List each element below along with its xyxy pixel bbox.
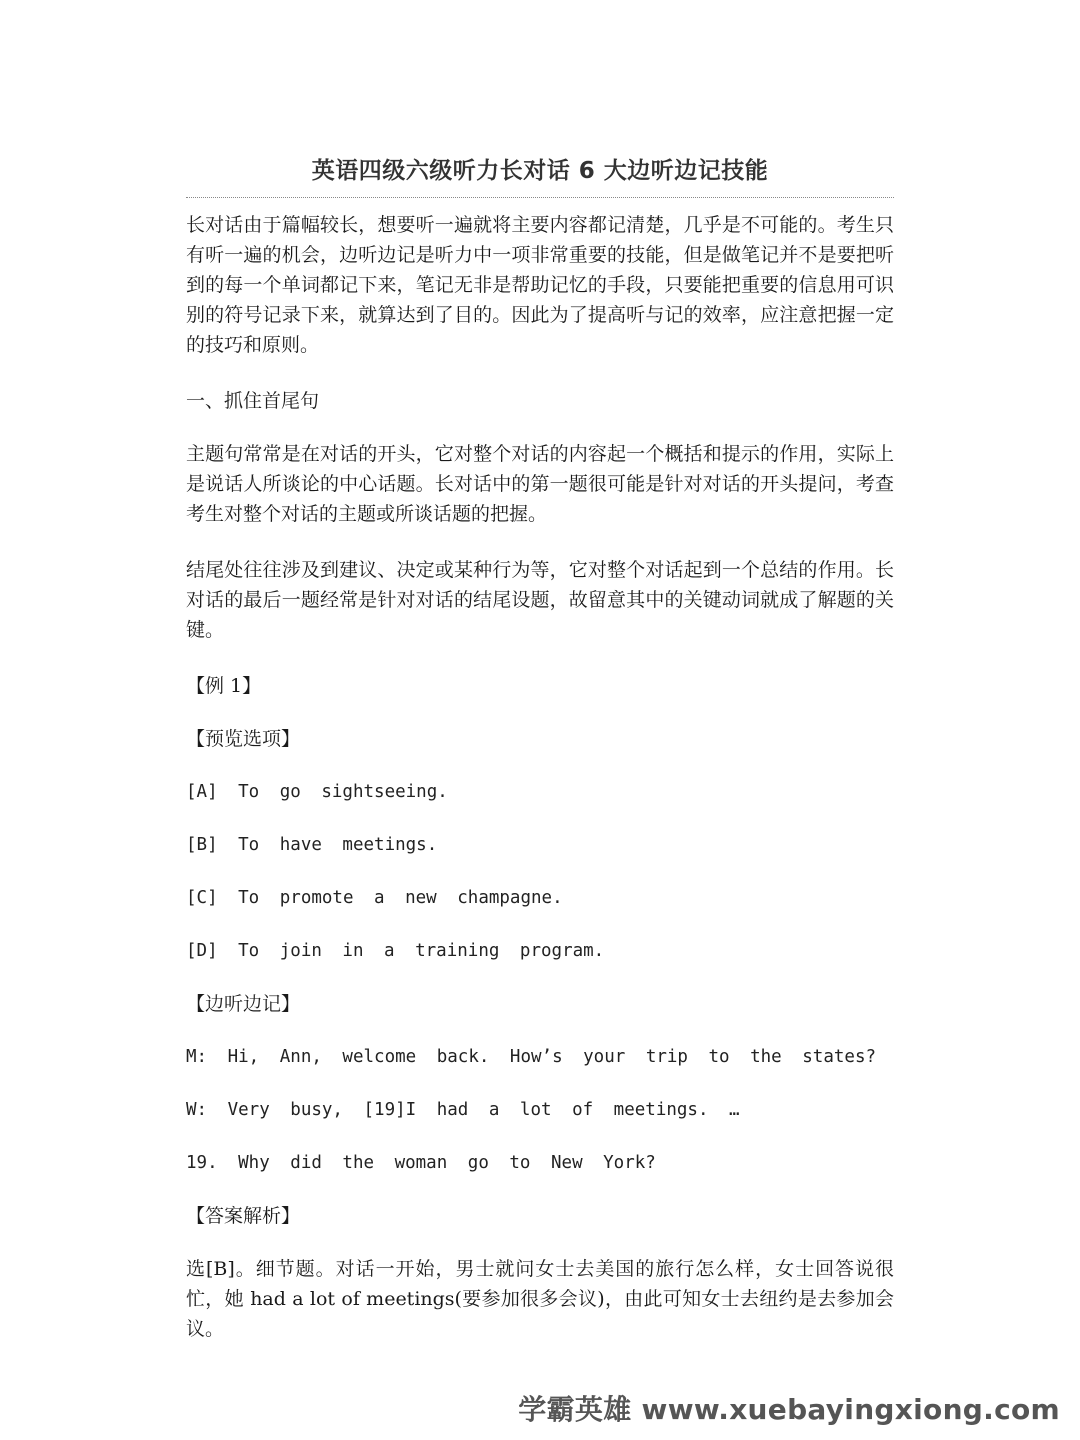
- question-19: 19. Why did the woman go to New York?: [186, 1153, 656, 1173]
- answer-explanation: 选[B]。细节题。对话一开始，男士就问女士去美国的旅行怎么样，女士回答说很忙，她 had a lot of meetings(要参加很多会议)，由此可知女士去纽约是去参加会议。: [186, 1258, 894, 1340]
- option-a: [A] To go sightseeing.: [186, 782, 448, 802]
- section-paragraph-2: 结尾处往往涉及到建议、决定或某种行为等，它对整个对话起到一个总结的作用。长对话的最后一题经常是针对对话的结尾设题，故留意其中的关键动词就成了解题的关键。: [186, 559, 894, 641]
- intro-paragraph: 长对话由于篇幅较长，想要听一遍就将主要内容都记清楚，几乎是不可能的。考生只有听一遍的机会，边听边记是听力中一项非常重要的技能，但是做笔记并不是要把听到的每一个单词都记下来，笔记无非是帮助记忆的手段，只要能把重要的信息用可识别的符号记录下来，就算达到了目的。因此为了提高听与记的效率，应注意把握一定的技巧和原则。: [186, 214, 894, 356]
- document-body: [186, 210, 894, 1370]
- option-c: [C] To promote a new champagne.: [186, 888, 563, 908]
- section-heading: 一、抓住首尾句: [186, 390, 320, 412]
- answer-label: 【答案解析】: [186, 1205, 301, 1227]
- site-watermark: 学霸英雄 www.xuebayingxiong.com: [518, 1393, 1060, 1426]
- dialogue-line-woman: W: Very busy, [19]I had a lot of meetings. …: [186, 1100, 740, 1120]
- section-paragraph-1: 主题句常常是在对话的开头，它对整个对话的内容起一个概括和提示的作用，实际上是说话人所谈论的中心话题。长对话中的第一题很可能是针对对话的开头提问，考查考生对整个对话的主题或所谈话题的把握。: [186, 443, 894, 525]
- example-label: 【例 1】: [186, 675, 262, 697]
- option-d: [D] To join in a training program.: [186, 941, 605, 961]
- document-title: 英语四级六级听力长对话 6 大边听边记技能: [311, 158, 769, 184]
- preview-options-label: 【预览选项】: [186, 728, 301, 750]
- dialogue-line-man: M: Hi, Ann, welcome back. How’s your trip to the states?: [186, 1047, 877, 1067]
- listen-note-label: 【边听边记】: [186, 993, 301, 1015]
- title-divider: [186, 197, 894, 198]
- option-b: [B] To have meetings.: [186, 835, 438, 855]
